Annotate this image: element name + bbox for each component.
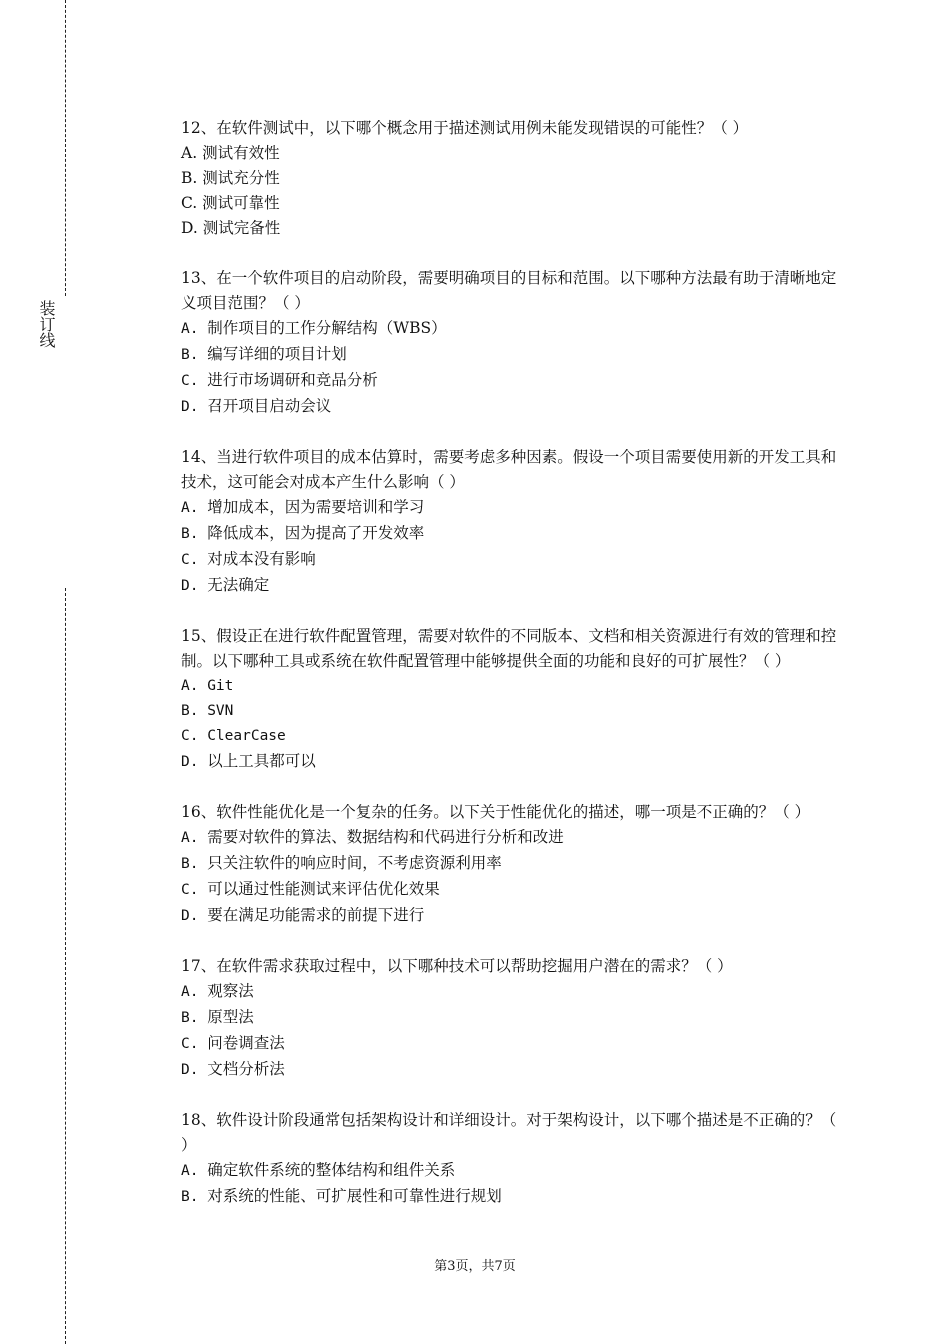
option-b: B. 只关注软件的响应时间，不考虑资源利用率 <box>181 854 502 872</box>
question-stem: 15、假设正在进行软件配置管理，需要对软件的不同版本、文档和相关资源进行有效的管理和控制。以下哪种工具或系统在软件配置管理中能够提供全面的功能和良好的可扩展性？（ ） <box>181 627 837 670</box>
option-b: B. 降低成本，因为提高了开发效率 <box>181 524 425 542</box>
option-d: D. 要在满足功能需求的前提下进行 <box>181 906 425 924</box>
option-d: D. 召开项目启动会议 <box>181 397 332 415</box>
option-a: A. 确定软件系统的整体结构和组件关系 <box>181 1161 456 1179</box>
option-b: B. SVN <box>181 703 234 719</box>
option-d: D. 以上工具都可以 <box>181 752 316 770</box>
question-15 <box>181 624 846 775</box>
question-stem: 12、在软件测试中，以下哪个概念用于描述测试用例未能发现错误的可能性？（ ） <box>181 119 749 137</box>
option-c: C. 测试可靠性 <box>181 194 280 212</box>
question-stem: 14、当进行软件项目的成本估算时，需要考虑多种因素。假设一个项目需要使用新的开发工具和技术，这可能会对成本产生什么影响（ ） <box>181 448 837 491</box>
question-stem: 17、在软件需求获取过程中，以下哪种技术可以帮助挖掘用户潜在的需求？（ ） <box>181 957 733 975</box>
option-d: D. 文档分析法 <box>181 1060 285 1078</box>
question-stem: 13、在一个软件项目的启动阶段，需要明确项目的目标和范围。以下哪种方法最有助于清晰地定义项目范围？（ ） <box>181 269 837 312</box>
question-16 <box>181 800 846 929</box>
question-stem: 16、软件性能优化是一个复杂的任务。以下关于性能优化的描述，哪一项是不正确的？（ ） <box>181 803 811 821</box>
option-c: C. ClearCase <box>181 728 286 744</box>
option-c: C. 问卷调查法 <box>181 1034 285 1052</box>
question-12 <box>181 116 846 241</box>
option-c: C. 可以通过性能测试来评估优化效果 <box>181 880 440 898</box>
option-a: A. 观察法 <box>181 982 254 1000</box>
binding-dashed-line-top <box>65 0 66 296</box>
option-c: C. 进行市场调研和竞品分析 <box>181 371 378 389</box>
question-17 <box>181 954 846 1083</box>
option-b: B. 测试充分性 <box>181 169 280 187</box>
question-18 <box>181 1108 846 1210</box>
option-b: B. 编写详细的项目计划 <box>181 345 347 363</box>
option-a: A. 需要对软件的算法、数据结构和代码进行分析和改进 <box>181 828 564 846</box>
question-stem: 18、软件设计阶段通常包括架构设计和详细设计。对于架构设计，以下哪个描述是不正确的？（ ） <box>181 1111 837 1154</box>
option-a: A. Git <box>181 678 234 694</box>
option-c: C. 对成本没有影响 <box>181 550 316 568</box>
option-d: D. 无法确定 <box>181 576 270 594</box>
option-d: D. 测试完备性 <box>181 219 281 237</box>
option-a: A. 测试有效性 <box>181 144 280 162</box>
option-b: B. 对系统的性能、可扩展性和可靠性进行规划 <box>181 1187 502 1205</box>
option-b: B. 原型法 <box>181 1008 254 1026</box>
page-number-footer: 第3页，共7页 <box>434 1259 516 1274</box>
option-a: A. 制作项目的工作分解结构（WBS） <box>181 319 447 337</box>
option-a: A. 增加成本，因为需要培训和学习 <box>181 498 425 516</box>
question-list <box>181 116 846 1235</box>
binding-dashed-line-bottom <box>65 588 66 1344</box>
question-13 <box>181 266 846 420</box>
binding-label: 装订线 <box>37 300 56 348</box>
question-14 <box>181 445 846 599</box>
